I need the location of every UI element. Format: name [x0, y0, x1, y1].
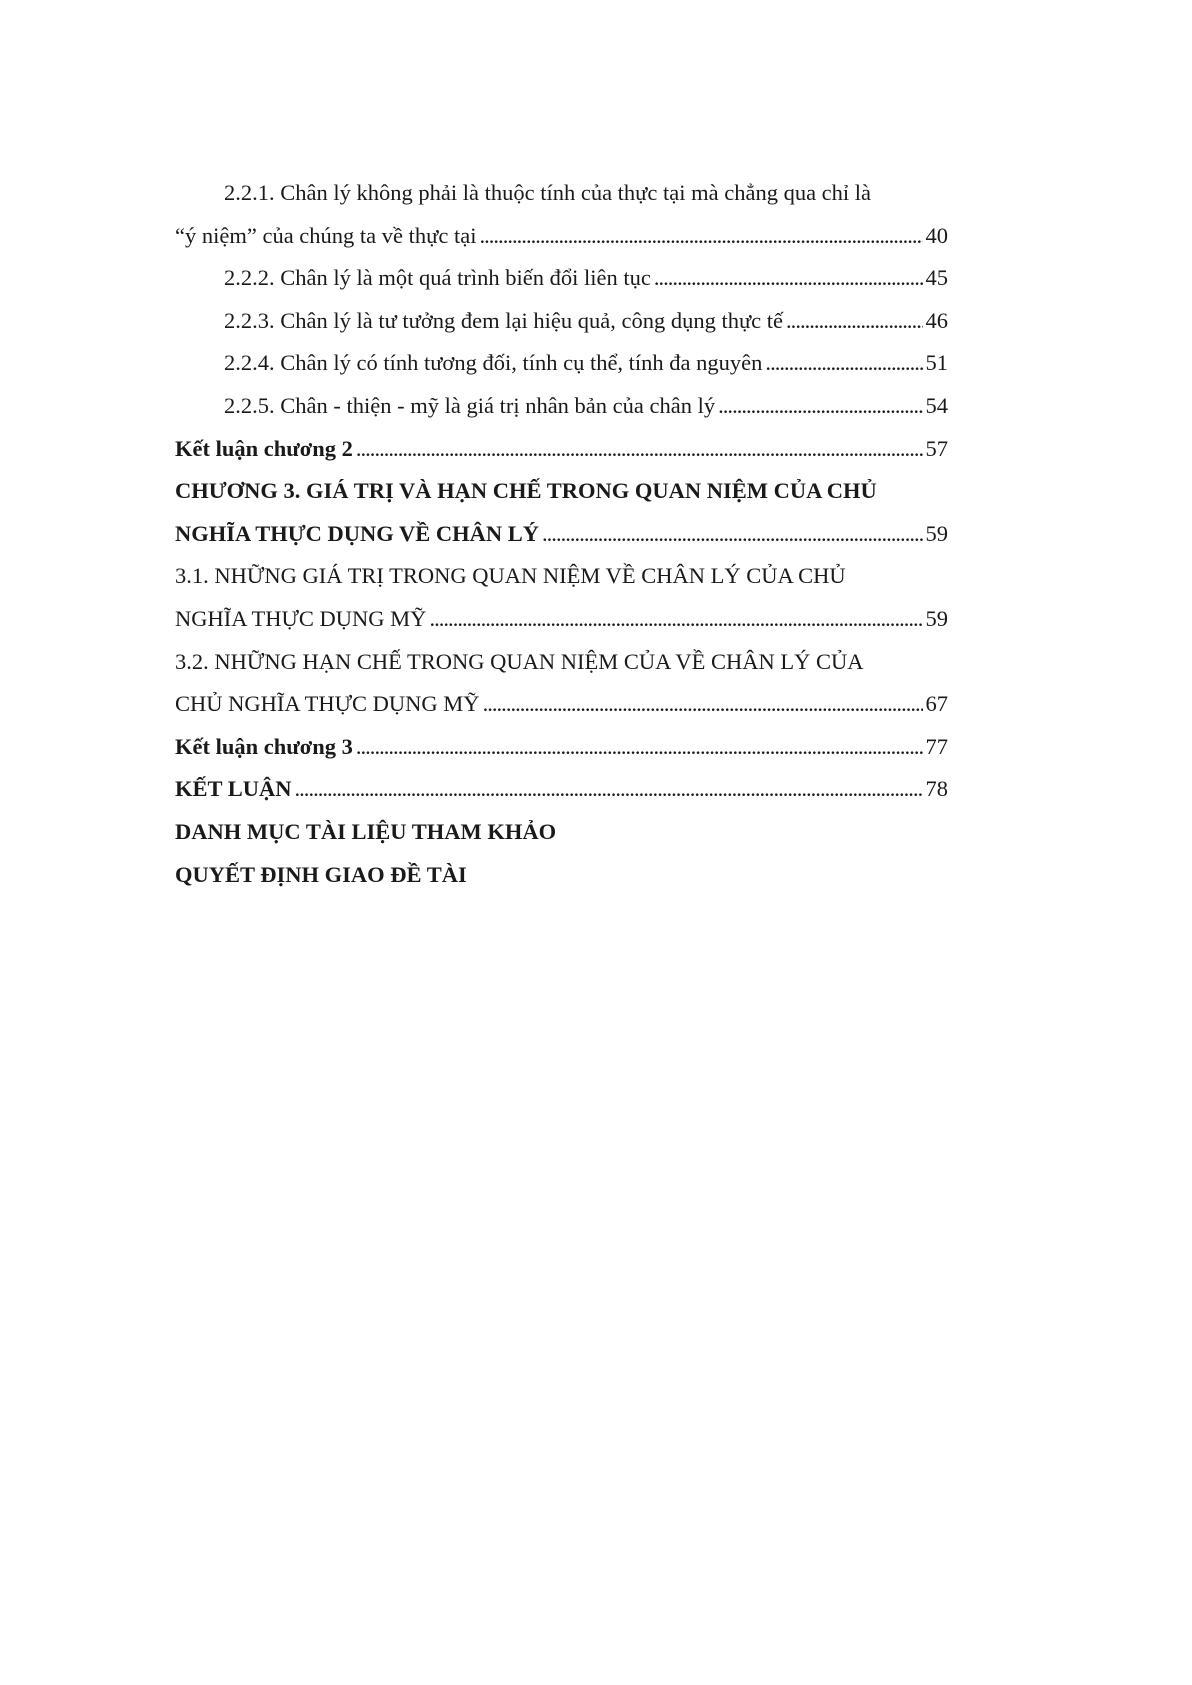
toc-entry-chapter3-line1	[175, 470, 948, 513]
toc-entry-label: NGHĨA THỰC DỤNG VỀ CHÂN LÝ	[175, 520, 539, 546]
toc-entry-label: 2.2.2. Chân lý là một quá trình biến đổi liên tục	[224, 265, 651, 291]
toc-entry-assignment-decision	[175, 854, 948, 897]
toc-entry-conclusion	[175, 768, 948, 811]
toc-page-number: 77	[925, 733, 948, 759]
toc-entry-label: Kết luận chương 3	[175, 733, 353, 759]
dot-leader	[356, 428, 923, 471]
dot-leader	[479, 215, 922, 258]
toc-entry-label: “ý niệm” của chúng ta về thực tại	[175, 222, 477, 248]
dot-leader	[718, 385, 922, 428]
toc-entry-label: DANH MỤC TÀI LIỆU THAM KHẢO	[175, 818, 557, 844]
dot-leader	[786, 300, 922, 343]
toc-entry-2-2-5	[175, 385, 948, 428]
toc-entry-2-2-4	[175, 342, 948, 385]
toc-entry-3-2-line1	[175, 641, 948, 684]
toc-page-number: 40	[925, 222, 948, 248]
toc-entry-2-2-1-line2	[175, 215, 948, 258]
toc-page-number: 67	[925, 691, 948, 717]
dot-leader	[542, 513, 923, 556]
toc-page-number: 51	[925, 350, 948, 376]
toc-entry-label: 3.1. NHỮNG GIÁ TRỊ TRONG QUAN NIỆM VỀ CHÂN LÝ CỦA CHỦ	[175, 563, 846, 589]
table-of-contents	[175, 172, 948, 896]
toc-entry-chapter2-conclusion	[175, 428, 948, 471]
toc-page-number: 46	[925, 307, 948, 333]
dot-leader	[483, 683, 923, 726]
dot-leader	[295, 768, 923, 811]
toc-page-number: 45	[925, 265, 948, 291]
toc-entry-label: CHƯƠNG 3. GIÁ TRỊ VÀ HẠN CHẾ TRONG QUAN NIỆM CỦA CHỦ	[175, 478, 877, 504]
toc-entry-label: QUYẾT ĐỊNH GIAO ĐỀ TÀI	[175, 861, 467, 887]
toc-entry-2-2-1-line1	[175, 172, 948, 215]
toc-entry-label: Kết luận chương 2	[175, 435, 353, 461]
toc-entry-label: 2.2.3. Chân lý là tư tưởng đem lại hiệu quả, công dụng thực tế	[224, 307, 784, 333]
dot-leader	[429, 598, 922, 641]
toc-entry-2-2-3	[175, 300, 948, 343]
toc-entry-label: 2.2.4. Chân lý có tính tương đối, tính cụ thể, tính đa nguyên	[224, 350, 763, 376]
dot-leader	[356, 726, 923, 769]
toc-page-number: 57	[925, 435, 948, 461]
dot-leader	[765, 342, 922, 385]
toc-entry-3-2-line2	[175, 683, 948, 726]
toc-entry-chapter3-line2	[175, 513, 948, 556]
toc-page-number: 59	[925, 520, 948, 546]
toc-entry-label: KẾT LUẬN	[175, 776, 292, 802]
toc-page-number: 54	[925, 392, 948, 418]
toc-entry-label: 2.2.1. Chân lý không phải là thuộc tính của thực tại mà chẳng qua chỉ là	[224, 180, 872, 205]
toc-entry-3-1-line2	[175, 598, 948, 641]
toc-entry-label: NGHĨA THỰC DỤNG MỸ	[175, 605, 427, 631]
toc-entry-chapter3-conclusion	[175, 726, 948, 769]
toc-entry-label: CHỦ NGHĨA THỰC DỤNG MỸ	[175, 691, 480, 717]
toc-entry-3-1-line1	[175, 555, 948, 598]
toc-entry-label: 2.2.5. Chân - thiện - mỹ là giá trị nhân bản của chân lý	[224, 392, 716, 418]
toc-page-number: 59	[925, 605, 948, 631]
dot-leader	[654, 257, 923, 300]
toc-entry-label: 3.2. NHỮNG HẠN CHẾ TRONG QUAN NIỆM CỦA VỀ CHÂN LÝ CỦA	[175, 648, 864, 674]
toc-entry-references	[175, 811, 948, 854]
toc-entry-2-2-2	[175, 257, 948, 300]
toc-page-number: 78	[925, 776, 948, 802]
